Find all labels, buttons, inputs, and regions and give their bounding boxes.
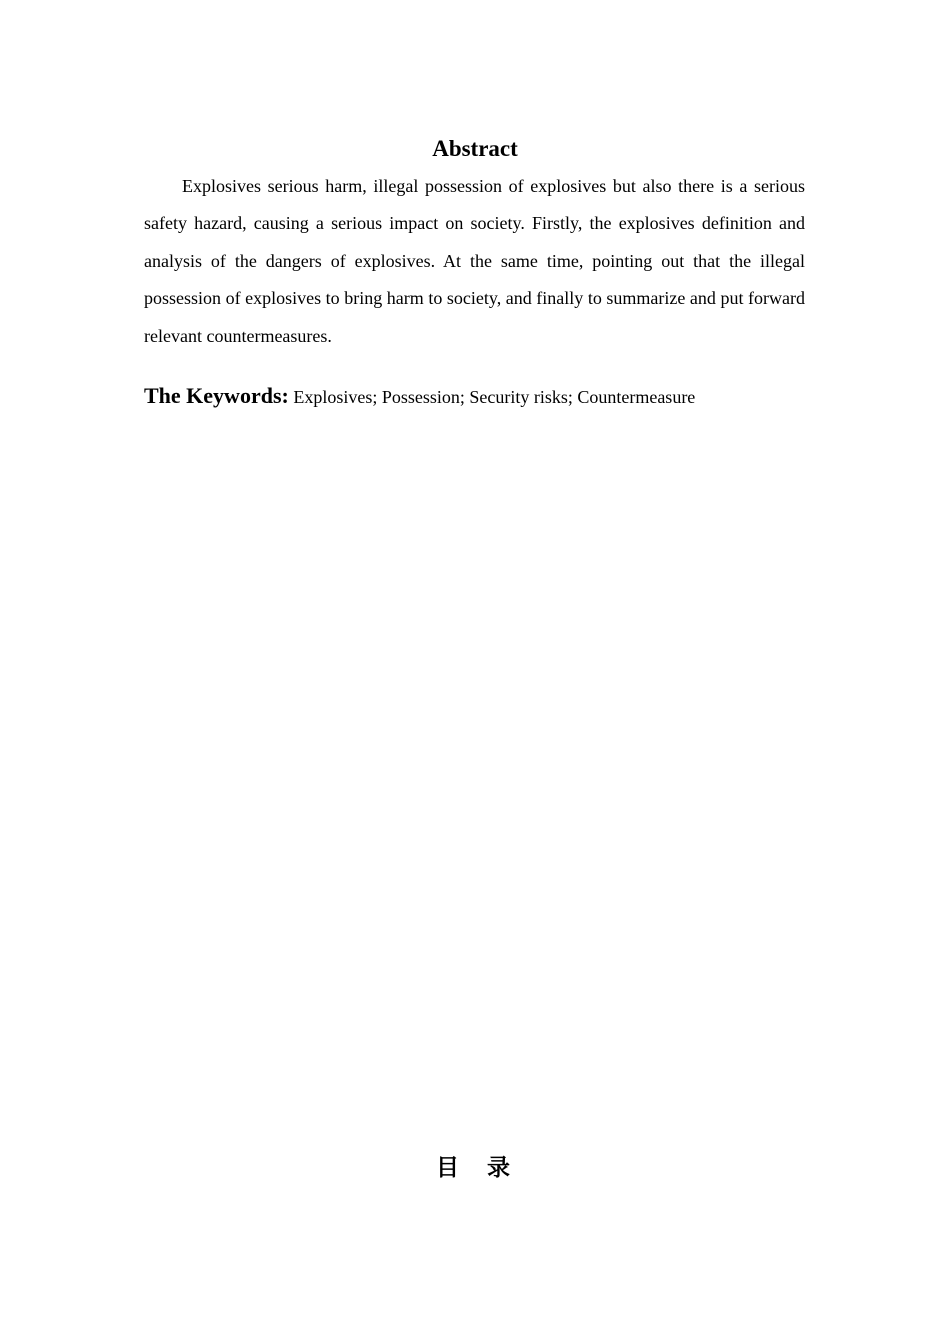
abstract-paragraph: Explosives serious harm, illegal possession of explosives but also there is a serious safety hazard, causing a serious impact on society. Firstly, the explosives definition and analysis of the dangers of explosives. At the same time, pointing out that the illegal possession of explosives to bring harm to society, and finally to summarize and put forward relevant countermeasures. [144,176,805,346]
keywords-line [144,381,805,412]
keywords-list: Explosives; Possession; Security risks; Countermeasure [293,387,696,407]
keywords-label: The Keywords: [144,383,289,408]
abstract-heading: Abstract [432,136,518,161]
table-of-contents-heading: 目 录 [435,1155,520,1181]
